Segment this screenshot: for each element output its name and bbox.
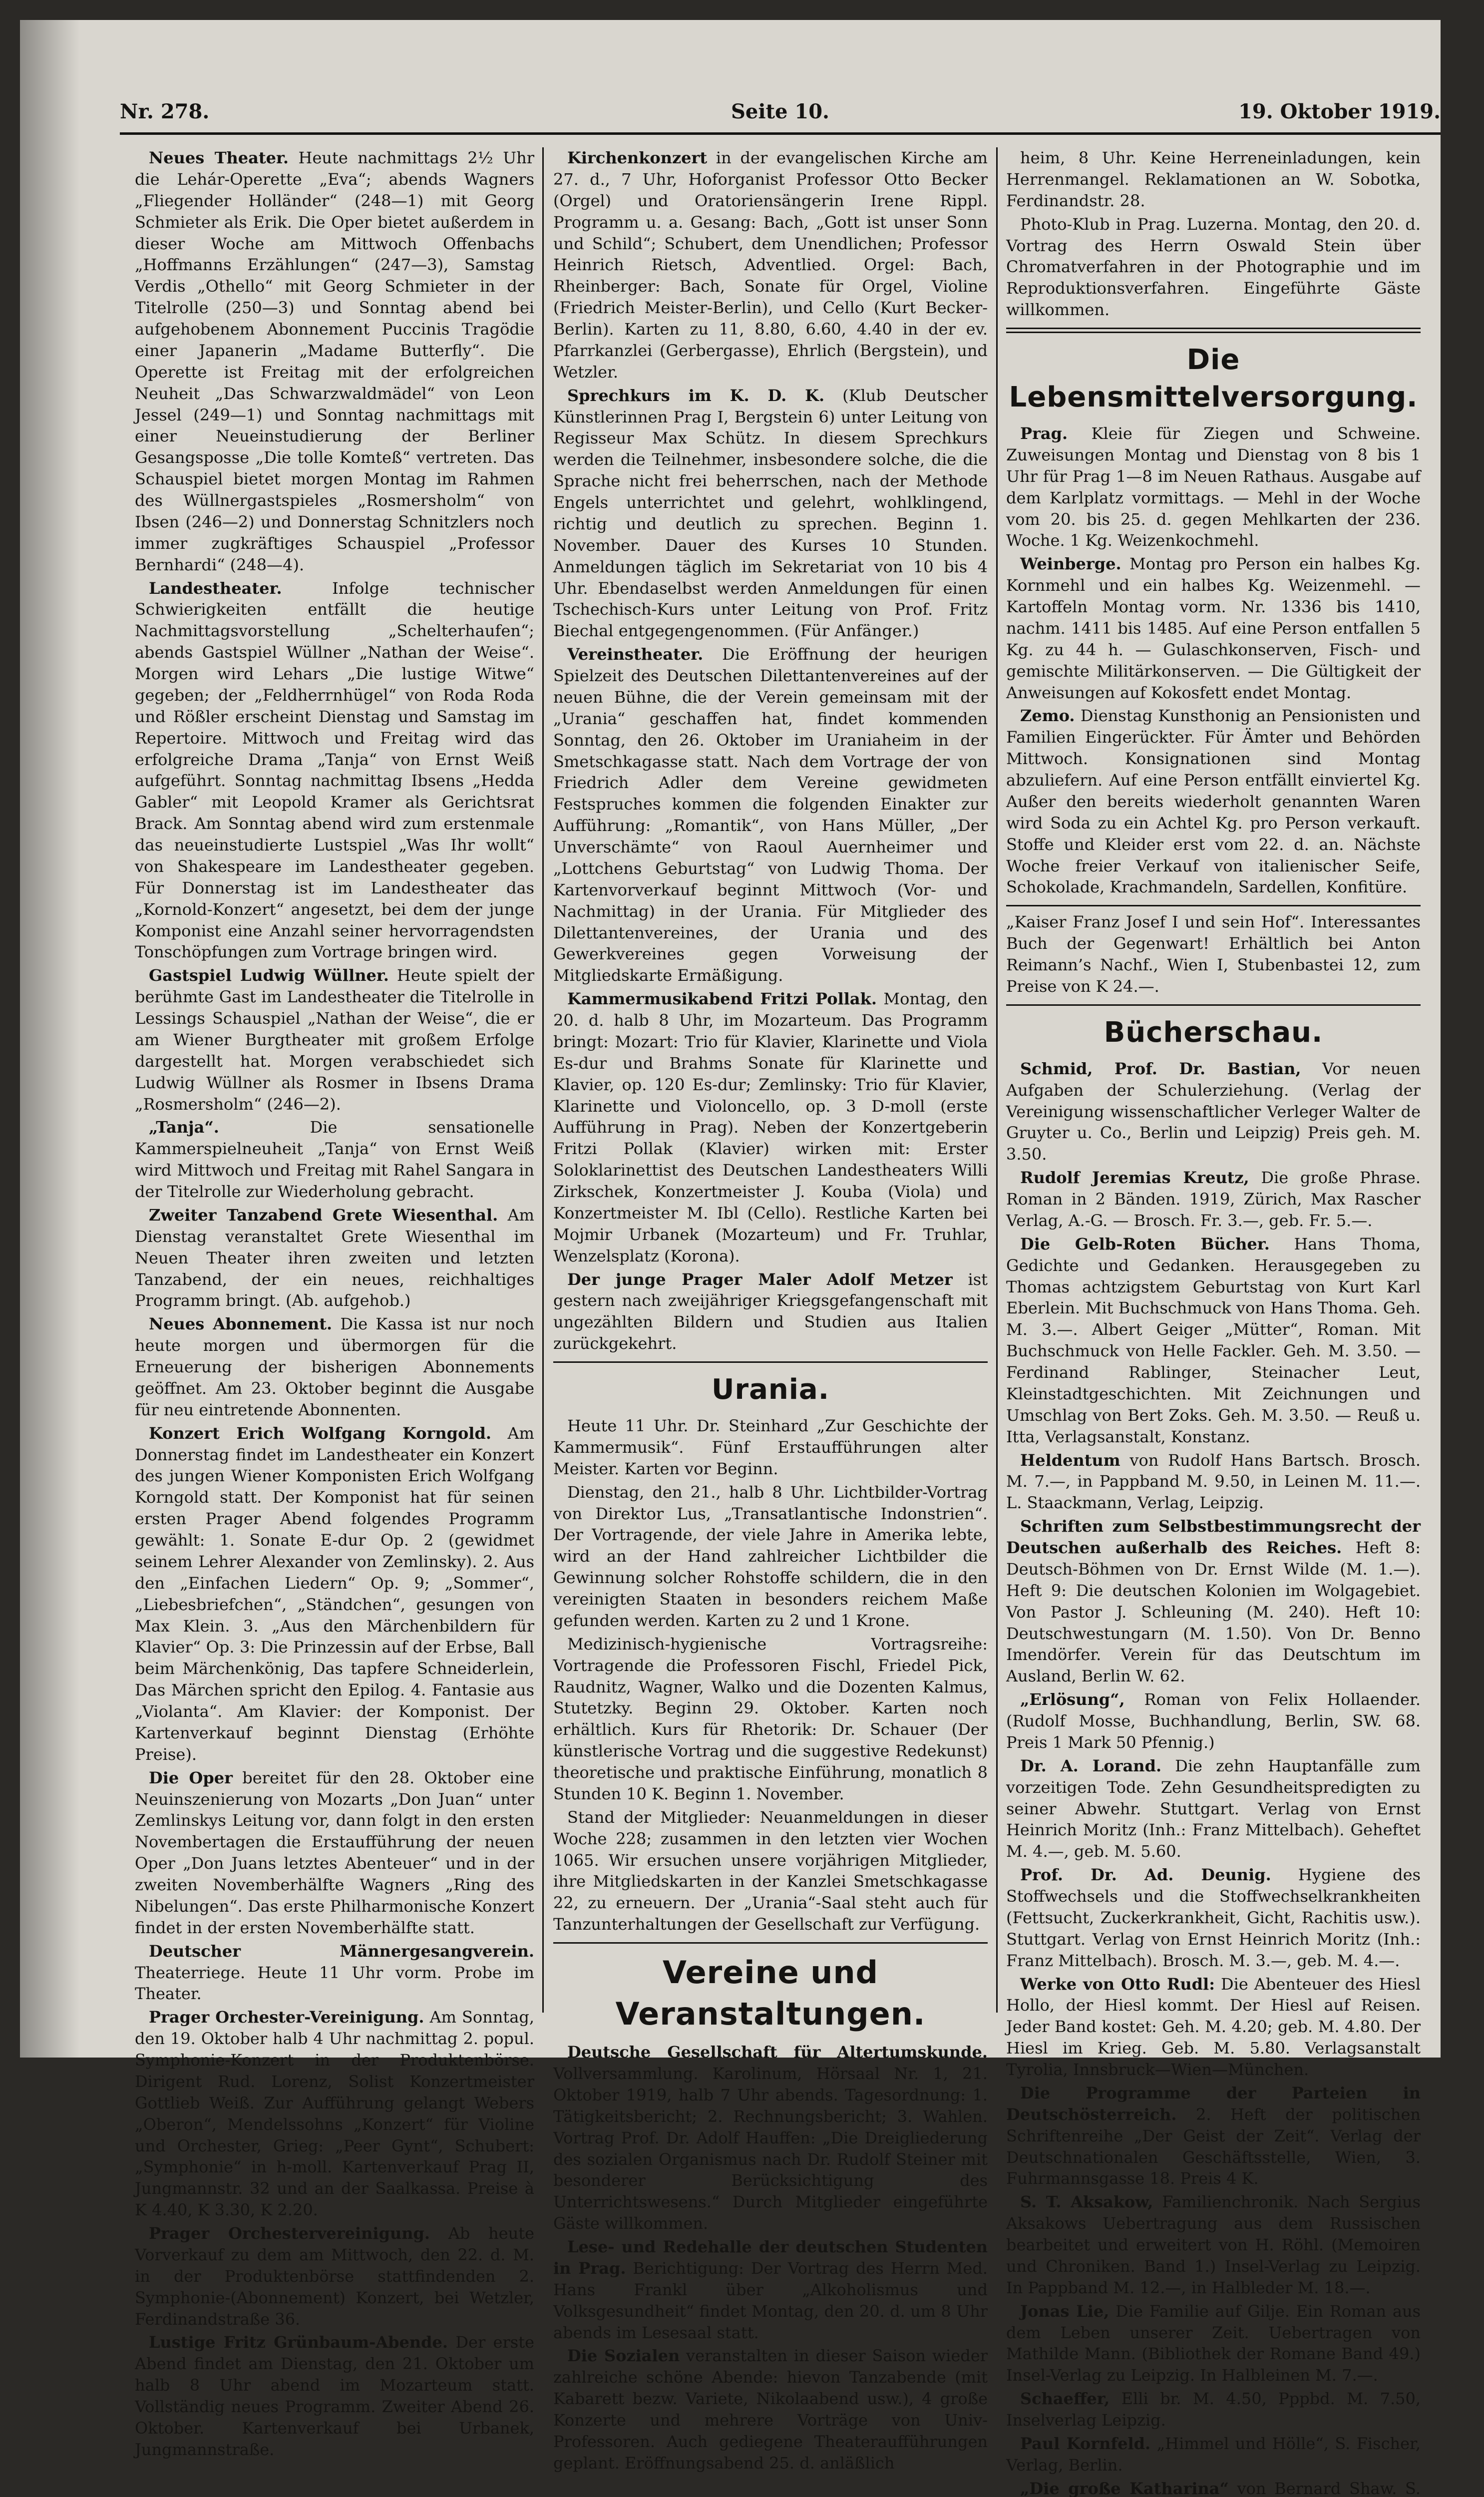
notice-text: in der evangelischen Kirche am 27. d., 7 Uhr, Hoforganist Professor Otto Becker (Orgel) und Oratoriensängerin Irene Rippl. Programm u. a. Gesang: Bach, „Gott ist unser Sonn und Schild“; Schubert, dem Unendlichen; Professor Heinrich Rietsch, Adventlied. Orgel: Bach, Rheinberger: Bach, Sonate für Orgel, Violine (Friedrich Meister-Berlin), und Cello (Kurt Becker-Berlin). Karten zu 11, 8.80, 6.60, 4.40 in der ev. Pfarrkanzlei (Gerbergasse), Ehrlich (Bergstein), und Wetzler. [553, 148, 988, 382]
vereine-heading: Vereine und Veranstaltungen. [615, 1954, 926, 2033]
notice-text: ist gestern nach zweijähriger Kriegsgefangenschaft mit ungezählten Bildern und Studien aus Italien zurückgekehrt. [553, 1269, 988, 1353]
notice-keyword: Vereinstheater. [567, 645, 704, 664]
notice-keyword: Sprechkurs im K. D. K. [567, 386, 825, 405]
notice-keyword: Kammermusikabend Fritzi Pollak. [567, 989, 877, 1009]
notice-paragraph [1006, 2478, 1421, 2497]
notice-keyword: Kirchenkonzert [567, 148, 708, 167]
notice-text: „Himmel und Hölle“, S. Fischer, Verlag, Berlin. [1006, 2434, 1421, 2475]
notice-text: bereitet für den 28. Oktober eine Neuinszenierung von Mozarts „Don Juan“ unter Zemlinskys Leitung vor, dann folgt in den ersten Novembertagen die Erstaufführung der neuen Oper „Don Juans letztes Abenteuer“ und in der zweiten Novemberhälfte Wagners „Ring des Nibelungen“. Das erste Philharmonische Konzert findet in der ersten Novemberhälfte statt. [135, 1768, 535, 1937]
notice-keyword: Zemo. [1020, 706, 1075, 726]
notice-text: Berichtigung: Der Vortrag des Herrn Med. Hans Frankl über „Alkoholismus und Volksgesundheit“ findet Montag, den 20. d. um 8 Uhr abends im Lesesaal statt. [553, 2258, 988, 2342]
notice-paragraph [1006, 1755, 1421, 1862]
notice-text: Ab heute Vorverkauf zu dem am Mittwoch, den 22. d. M. in der Produktenbörse stattfindenden 2. Symphonie-(Abonnement) Konzert, bei Wetzler, Ferdinandstraße 36. [135, 2224, 534, 2329]
header-rule [120, 132, 1441, 135]
notice-text: Heute nachmittags 2½ Uhr die Lehár-Operette „Eva“; abends Wagners „Fliegender Holländer“ (248—1) mit Georg Schmieter als Erik. Die Oper bietet außerdem in dieser Woche am Mittwoch Offenbachs „Hoffmanns Erzählungen“ (247—3), Samstag Verdis „Othello“ mit Georg Schmieter in der Titelrolle (250—3) und Sonntag abend bei aufgehobenem Abonnement Puccinis Tragödie einer Japanerin „Madame Butterfly“. Die Operette ist Freitag mit der erfolgreichen Neuheit „Das Schwarzwaldmädel“ von Leon Jessel (249—1) und Sonntag nachmittags mit einer Neueinstudierung der Berliner Gesangsposse „Die tolle Komteß“ vertreten. Das Schauspiel bietet morgen Montag im Rahmen des Wüllnergastspieles „Rosmersholm“ von Ibsen (246—2) und Donnerstag Schnitzlers noch immer zugkräftiges Schauspiel „Professor Bernhardi“ (248—4). [135, 148, 535, 574]
notice-keyword: Die Programme der Parteien in Deutschösterreich. [1006, 2083, 1421, 2124]
book-advertisement [1006, 905, 1421, 1006]
notice-text: Roman von Felix Hollaender. (Rudolf Mosse, Buchhandlung, Berlin, SW. 68. Preis 1 Mark 50 Pfennig.) [1006, 1690, 1421, 1752]
notice-paragraph [553, 2345, 988, 2474]
scan-edge-shadow [20, 20, 80, 2058]
notice-paragraph [135, 147, 534, 576]
notice-paragraph [1006, 2191, 1421, 2298]
notice-text: veranstalten in dieser Saison wieder zahlreiche schöne Abende: hievon Tanzabende (mit Kabarett bezw. Variete, Nikolaabend usw.), 4 große Konzerte und mehrere Vorträge von Univ-Professoren. Auch gediegene Theateraufführungen geplant. Eröffnungsabend 25. d. anläßlich [553, 2346, 988, 2473]
notice-keyword: Prager Orchestervereinigung. [149, 2224, 430, 2243]
notice-keyword: Schaeffer, [1020, 2389, 1110, 2409]
notice-text: Dienstag Kunsthonig an Pensionisten und Familien Eingerückter. Für Ämter und Behörden Mittwoch. Konsignationen sind Montag abzuliefern. Auf eine Person entfällt einviertel Kg. Außer den bereits wiederholt genannten Waren wird Soda zu ein Achtel Kg. pro Person verkauft. Stoffe und Kleider erst vom 22. d. an. Nächste Woche freier Verkauf von italienischer Seife, Schokolade, Krachmandeln, Sardellen, Konfitüre. [1006, 706, 1421, 897]
notice-paragraph [135, 2007, 534, 2221]
notice-text: (Klub Deutscher Künstlerinnen Prag I, Bergstein 6) unter Leitung von Regisseur Max Schütz. In diesem Sprechkurs werden die Teilnehmer, insbesondere solche, die die Sprache nicht frei beherrschen, nach der Methode Engels unterrichtet und gelehrt, wohlklingend, richtig und deutlich zu sprechen. Beginn 1. November. Dauer des Kurses 10 Stunden. Anmeldungen täglich im Sekretariat von 10 bis 4 Uhr. Ebendaselbst werden Anmeldungen für einen Tschechisch-Kurs unter Leitung von Prof. Fritz Biechal entgegengenommen. (Für Anfänger.) [553, 386, 988, 641]
scan-right-border [1441, 20, 1468, 2058]
advertisement-text: „Kaiser Franz Josef I und sein Hof“. Interessantes Buch der Gegenwart! Erhältlich bei Anton Reimann’s Nachf., Wien I, Stubenbastei 12, zum Preise von K 24.—. [1006, 912, 1421, 996]
notice-paragraph [1006, 1450, 1421, 1514]
notice-text: Die zehn Hauptanfälle zum vorzeitigen Tode. Zehn Gesundheitspredigten zu seiner Abwehr. Stuttgart. Verlag von Ernst Heinrich Moritz (Inh.: Franz Mittelbach). Geheftet M. 4.—, geb. M. 5.60. [1006, 1756, 1421, 1861]
notice-keyword: Werke von Otto Rudl: [1020, 1974, 1215, 1994]
lebensmittel-heading: Die Lebensmittelversorgung. [1009, 344, 1418, 414]
issue-date: 19. Oktober 1919. [1238, 100, 1441, 123]
notice-paragraph [135, 1941, 534, 2005]
notice-paragraph [1006, 2388, 1421, 2431]
notice-keyword: Landestheater. [149, 578, 282, 598]
notice-paragraph [553, 2236, 988, 2343]
notice-keyword: Prof. Dr. Ad. Deunig. [1020, 1865, 1271, 1885]
notice-paragraph [1006, 553, 1421, 703]
notice-keyword: Lustige Fritz Grünbaum-Abende. [149, 2333, 448, 2352]
notice-keyword: Zweiter Tanzabend Grete Wiesenthal. [149, 1205, 498, 1225]
notice-text: Die Familie auf Gilje. Ein Roman aus dem Leben unserer Zeit. Uebertragen von Mathilde Mann. (Bibliothek der Romane Band 49.) Insel-Verlag zu Leipzig. In Halbleinen M. 7.—. [1006, 2301, 1421, 2385]
notice-paragraph [553, 1269, 988, 1355]
urania-notices [553, 1415, 988, 1935]
notice-text: 2. Heft der politischen Schriftenreihe „Der Geist der Zeit“. Verlag der Deutschnationalen Geschäftsstelle, Wien, 3. Fuhrmannsgasse 18. Preis 4 K. [1006, 2104, 1421, 2188]
notice-paragraph [135, 2332, 534, 2460]
notice-paragraph [553, 644, 988, 986]
notice-text: Infolge technischer Schwierigkeiten entfällt die heutige Nachmittagsvorstellung „Schelterhaufen“; abends Gastspiel Wüllner „Nathan der Weise“. Morgen wird Lehars „Die lustige Witwe“ gegeben; der „Feldherrnhügel“ von Roda Roda und Rößler erscheint Dienstag und Samstag im Repertoire. Mittwoch und Freitag wird das erfolgreiche Drama „Tanja“ von Ernst Weiß aufgeführt. Sonntag nachmittag Ibsens „Hedda Gabler“ mit Leopold Kramer als Gerichtsrat Brack. Am Sonntag abend wird zum erstenmale das neueinstudierte Lustspiel „Was Ihr wollt“ von Shakespeare im Landestheater gegeben. Für Donnerstag ist im Landestheater das „Kornold-Konzert“ angesetzt, bei dem der junge Komponist eine Anzahl seiner hervorragendsten Tonschöpfungen zum Vortrage bringen wird. [135, 578, 534, 962]
notice-paragraph [1006, 1689, 1421, 1753]
notice-keyword: Heldentum [1020, 1450, 1120, 1470]
notice-keyword: „Die große Katharina“ [1020, 2479, 1229, 2497]
notice-text: Am Dienstag veranstaltet Grete Wiesenthal im Neuen Theater ihren zweiten und letzten Tanzabend, der ein neues, reichhaltiges Programm bringt. (Ab. aufgehob.) [135, 1205, 535, 1310]
notice-keyword: Prager Orchester-Vereinigung. [149, 2008, 424, 2027]
notice-text: Montag, den 20. d. halb 8 Uhr, im Mozarteum. Das Programm bringt: Mozart: Trio für Klavier, Klarinette und Viola Es-dur und Brahms Sonate für Klarinette und Klavier, op. 120 Es-dur; Zemlinsky: Trio für Klavier, Klarinette und Violoncello, op. 3 D-moll (erste Aufführung in Prag). Neben der Konzertgeberin Fritzi Pollak (Klavier) wirken mit: Erster Soloklarinettist des Deutschen Landestheaters Willi Zirkschek, Konzertmeister J. Kouba (Viola) und Konzertmeister M. Ibl (Cello). Restliche Karten bei Mojmir Urbanek (Mozarteum) und Fr. Truhlar, Wenzelsplatz (Korona). [553, 989, 988, 1265]
notice-paragraph [1006, 1234, 1421, 1448]
notice-keyword: S. T. Aksakow, [1020, 2192, 1153, 2212]
notice-keyword: Paul Kornfeld. [1020, 2434, 1151, 2453]
column-theatre [135, 147, 535, 2459]
urania-heading: Urania. [711, 1373, 829, 1406]
notice-keyword: Schriften zum Selbstbestimmungsrecht der Deutschen außerhalb des Reiches. [1006, 1517, 1421, 1558]
notice-text: Heft 8: Deutsch-Böhmen von Dr. Ernst Wilde (M. 1.—). Heft 9: Die deutschen Kolonien im Wolgagebiet. Von Pastor J. Schleuning (M. 240). Heft 10: Deutschwestungarn (M. 1.50). Von Dr. Benno Imendörfer. Verein für das Deutschtum im Ausland, Berlin W. 62. [1006, 1538, 1421, 1686]
column-rule-2 [996, 147, 998, 2013]
notice-paragraph [1006, 1974, 1421, 2081]
notice-keyword: Deutsche Gesellschaft für Altertumskunde. [567, 2043, 988, 2062]
notice-paragraph [135, 1423, 534, 1765]
notice-paragraph: Dienstag, den 21., halb 8 Uhr. Lichtbilder-Vortrag von Direktor Lus, „Transatlantische Indonstrien“. Der Vortragende, der viele Jahre in Amerika lebte, wird an der Hand zahlreicher Lichtbilder die Gewinnung solcher Rohstoffe schildern, die in den vereinigten Staaten in besonders reichem Maße gefunden werden. Karten zu 2 und 1 Krone. [553, 1482, 988, 1630]
notice-keyword: Weinberge. [1020, 554, 1121, 574]
notice-text: Montag pro Person ein halbes Kg. Kornmehl und ein halbes Kg. Weizenmehl. — Kartoffeln Montag vorm. Nr. 1336 bis 1410, nachm. 1411 bis 1485. Auf eine Person entfallen 5 Kg. zu 44 h. — Gulaschkonserven, Fisch- und gemischte Militärkonserven. — Die Gültigkeit der Anweisungen auf Kokosfett endet Montag. [1006, 554, 1421, 702]
issue-number: Nr. 278. [120, 100, 210, 123]
notice-paragraph [1006, 2301, 1421, 2387]
notice-paragraph [135, 2223, 534, 2330]
section-rule [553, 1361, 988, 1363]
notice-keyword: Konzert Erich Wolfgang Korngold. [149, 1423, 491, 1443]
notice-keyword: Die Sozialen [567, 2346, 680, 2366]
column-rule-1 [542, 147, 544, 2013]
notice-paragraph [1006, 2433, 1421, 2476]
notice-text: Hygiene des Stoffwechsels und die Stoffwechselkrankheiten (Fettsucht, Zuckerkrankheit, Gicht, Rachitis usw.). Stuttgart. Verlag von Ernst Heinrich Moritz (Inh.: Franz Mittelbach). Brosch. M. 3.—, geb. M. 4.—. [1006, 1865, 1421, 1970]
notice-text: Hans Thoma, Gedichte und Gedanken. Herausgegeben zu Thomas achtzigstem Geburtstag von Kurt Karl Eberlein. Mit Buchschmuck von Hans Thoma. Geh. M. 3.—. Albert Geiger „Mütter“, Roman. Mit Buchschmuck von Helle Fackler. Geh. M. 3.50. — Ferdinand Rablinger, Steinacher Leut, Kleinstadtgeschichten. Mit Zeichnungen und Umschlag von Bert Zoks. Geh. M. 3.50. — Reuß u. Itta, Verlagsanstalt, Konstanz. [1006, 1234, 1421, 1446]
notice-paragraph: Medizinisch-hygienische Vortragsreihe: Vortragende die Professoren Fischl, Friedel Pick, Raudnitz, Wagner, Walko und die Dozenten Kalmus, Stutetzky. Beginn 29. Oktober. Karten noch erhältlich. Kurs für Rhetorik: Dr. Schauer (Der künstlerische Vortrag und die suggestive Redekunst) theoretische und praktische Einführung, monatlich 8 Stunden 10 K. Beginn 1. November. [553, 1634, 988, 1803]
notice-keyword: Neues Abonnement. [149, 1314, 333, 1334]
notice-keyword: Prag. [1020, 424, 1068, 443]
notice-paragraph [135, 965, 534, 1115]
club-notices [1006, 147, 1421, 321]
column-supply-books [1006, 147, 1421, 2497]
notice-keyword: Die Gelb-Roten Bücher. [1020, 1234, 1270, 1253]
notice-paragraph [135, 1117, 534, 1203]
notice-paragraph: Heute 11 Uhr. Dr. Steinhard „Zur Geschichte der Kammermusik“. Fünf Erstaufführungen alter Meister. Karten vor Beginn. [553, 1416, 988, 1478]
notice-keyword: „Tanja“. [149, 1118, 219, 1137]
vereine-notices [553, 2042, 988, 2474]
notice-paragraph [135, 578, 534, 963]
notice-paragraph [553, 385, 988, 642]
notice-paragraph [1006, 1058, 1421, 1165]
notice-text: Die Eröffnung der heurigen Spielzeit des Deutschen Dilettantenvereines auf der neuen Bühne, die der Verein gemeinsam mit der „Urania“ geschaffen hat, findet kommenden Sonntag, den 26. Oktober im Uraniaheim in der Smetschkagasse statt. Nach dem Vortrage der von Friedrich Adler dem Vereine gewidmeten Festspruches kommen die folgenden Einakter zur Aufführung: „Romantik“, von Hans Müller, „Der Unverschämte“ von Raoul Auernheimer und „Lottchens Geburtstag“ von Ludwig Thoma. Der Kartenvorverkauf beginnt Mittwoch (Vor- und Nachmittag) in der Urania. Für Mitglieder des Dilettantenvereines, der Urania und des Gewerkvereines gegen Vorweisung der Mitgliedskarte Ermäßigung. [553, 645, 988, 985]
notice-paragraph [1006, 2082, 1421, 2189]
page-header [120, 95, 1441, 130]
notice-keyword: Jonas Lie, [1020, 2301, 1110, 2321]
notice-text: Vollversammlung. Karolinum, Hörsaal Nr. 1, 21. Oktober 1919, halb 7 Uhr abends. Tagesordnung: 1. Tätigkeitsbericht; 2. Rechnungsbericht; 3. Wahlen. Vortrag Prof. Dr. Adolf Hauffen: „Die Dreigliederung des sozialen Organismus nach Dr. Rudolf Steiner mit besonderer Berücksichtigung des Unterrichtswesens.“ Durch Mitglieder eingeführte Gäste willkommen. [553, 2064, 988, 2233]
notice-paragraph [553, 988, 988, 1266]
notice-paragraph [135, 1205, 534, 1311]
notice-paragraph [1006, 423, 1421, 551]
notice-keyword: Deutscher Männergesangverein. [149, 1941, 534, 1961]
notice-keyword: Die Oper [149, 1768, 233, 1787]
notice-text: von Bernard Shaw. S. [1237, 2479, 1421, 2497]
book-review-list [1006, 1058, 1421, 2497]
section-rule [1006, 328, 1421, 333]
page-number: Seite 10. [731, 100, 829, 123]
notice-text: von Rudolf Hans Bartsch. Brosch. M. 7.—, in Pappband M. 9.50, in Leinen M. 11.—. L. Staackmann, Verlag, Leipzig. [1006, 1450, 1421, 1513]
notice-text: Die sensationelle Kammerspielneuheit „Tanja“ von Ernst Weiß wird Mittwoch und Freitag mit Rahel Sangara in der Titelrolle zur Wiederholung gebracht. [135, 1118, 534, 1201]
notice-paragraph [1006, 1516, 1421, 1687]
notice-text: Heute spielt der berühmte Gast im Landestheater die Titelrolle in Lessings Schauspiel „Nathan der Weise“, die er am Wiener Burgtheater mit großem Erfolge dargestellt hat. Morgen verabschiedet sich Ludwig Wüllner als Rosmer in Ibsens Drama „Rosmersholm“ (246—2). [135, 966, 535, 1114]
notice-paragraph [1006, 705, 1421, 898]
notice-text: Theaterriege. Heute 11 Uhr vorm. Probe im Theater. [135, 1963, 534, 2004]
newspaper-page [20, 20, 1468, 2497]
food-supply-notices [1006, 423, 1421, 898]
notice-text: Die Kassa ist nur noch heute morgen und übermorgen für die Erneuerung der bisherigen Abonnements geöffnet. Am 23. Oktober beginnt die Ausgabe für neu eintretende Abonnenten. [135, 1314, 535, 1419]
notice-paragraph [553, 147, 988, 383]
notice-text: Elli br. M. 4.50, Pppbd. M. 7.50, Inselverlag Leipzig. [1006, 2389, 1421, 2430]
notice-text: Am Donnerstag findet im Landestheater ein Konzert des jungen Wiener Komponisten Erich Wolfgang Korngold statt. Der Komponist hat für seinen ersten Prager Abend folgendes Programm gewählt: 1. Sonate E-dur Op. 2 (gewidmet seinem Lehrer Alexander von Zemlinsky). 2. Aus den „Einfachen Liedern“ Op. 9; „Sommer“, „Liebesbriefchen“, „Ständchen“, gesungen von Max Klein. 3. „Aus den Märchenbildern für Klavier“ Op. 3: Die Prinzessin auf der Erbse, Ball beim Märchenkönig, Das tapfere Schneiderlein, Das Märchen spricht den Epilog. 4. Fantasie aus „Violanta“. Am Klavier: der Komponist. Der Kartenverkauf beginnt Dienstag (Erhöhte Preise). [135, 1423, 535, 1764]
notice-text: Vor neuen Aufgaben der Schulerziehung. (Verlag der Vereinigung wissenschaftlicher Verleger Walter de Gruyter u. Co., Berlin und Leipzig) Preis geh. M. 3.50. [1006, 1059, 1421, 1164]
notice-keyword: Der junge Prager Maler Adolf Metzer [567, 1269, 953, 1289]
notice-paragraph: heim, 8 Uhr. Keine Herreneinladungen, kein Herrenmangel. Reklamationen an W. Sobotka, Ferdinandstr. 28. [1006, 148, 1421, 210]
notice-keyword: Lese- und Redehalle der deutschen Studenten in Prag. [553, 2237, 988, 2278]
notice-paragraph [135, 1313, 534, 1420]
notice-text: Familienchronik. Nach Sergius Aksakows Uebertragung aus dem Russischen bearbeitet und erweitert von H. Röhl. (Memoiren und Chroniken. Band 1.) Insel-Verlag zu Leipzig. In Pappband M. 12.—, in Halbleder M. 18.—. [1006, 2192, 1421, 2297]
notice-keyword: Neues Theater. [149, 148, 289, 167]
notice-text: Die Abenteuer des Hiesl Hollo, der Hiesl kommt. Der Hiesl auf Reisen. Jeder Band kostet: Geh. M. 4.20; geb. M. 4.80. Der Hiesl im Krieg. Geb. M. 5.80. Verlagsanstalt Tyrolia, Innsbruck—Wien—München. [1006, 1974, 1421, 2080]
notice-text: Der erste Abend findet am Dienstag, den 21. Oktober um halb 8 Uhr abend im Mozarteum statt. Vollständig neues Programm. Zweiter Abend 26. Oktober. Kartenverkauf bei Urbanek, Jungmannstraße. [135, 2333, 535, 2459]
buecher-heading: Bücherschau. [1104, 1016, 1323, 1049]
notice-paragraph: Photo-Klub in Prag. Luzerna. Montag, den 20. d. Vortrag des Herrn Oswald Stein über Chromatverfahren in der Photographie und im Reproduktionsverfahren. Eingeführte Gäste willkommen. [1006, 214, 1421, 320]
notice-paragraph [553, 2042, 988, 2234]
notice-paragraph: Stand der Mitglieder: Neuanmeldungen in dieser Woche 228; zusammen in den letzten vier Wochen 1065. Wir ersuchen unsere vorjährigen Mitglieder, ihre Mitgliedskarten in der Kanzlei Smetschkagasse 22, zu erneuern. Der „Urania“-Saal steht auch für Tanzunterhaltungen der Gesellschaft zur Verfügung. [553, 1807, 988, 1934]
theatre-notices [135, 147, 534, 2461]
notice-keyword: Rudolf Jeremias Kreutz, [1020, 1168, 1249, 1188]
column-concerts [553, 147, 988, 2473]
notice-keyword: Dr. A. Lorand. [1020, 1756, 1162, 1775]
notice-text: Am Sonntag, den 19. Oktober halb 4 Uhr nachmittag 2. popul. Symphonie-Konzert in der Produktenbörse. Dirigent Rud. Lorenz, Solist Konzertmeister Gottlieb Weiß. Zur Aufführung gelangt Webers „Oberon“, Mendelssohns „Konzert“ für Violine und Orchester, Grieg: „Peer Gynt“, Schubert: „Symphonie“ in h-moll. Kartenverkauf Prag II, Jungmannstr. 32 und an der Saalkassa. Preise à K 4.40, K 3.30, K 2.20. [135, 2008, 534, 2220]
notice-keyword: Schmid, Prof. Dr. Bastian, [1020, 1059, 1301, 1078]
notice-text: Die große Phrase. Roman in 2 Bänden. 1919, Zürich, Max Rascher Verlag, A.-G. — Brosch. Fr. 3.—, geb. Fr. 5.—. [1006, 1168, 1421, 1230]
notice-paragraph [1006, 1864, 1421, 1971]
notice-text: Kleie für Ziegen und Schweine. Zuweisungen Montag und Dienstag von 8 bis 1 Uhr für Prag 1—8 im Neuen Rathaus. Ausgabe auf dem Karlplatz vormittags. — Mehl in der Woche vom 20. bis 25. d. gegen Mehlkarten der 236. Woche. 1 Kg. Weizenkochmehl. [1006, 424, 1421, 550]
notice-paragraph [1006, 1167, 1421, 1232]
notice-keyword: „Erlösung“, [1020, 1690, 1125, 1709]
concert-notices [553, 147, 988, 1354]
section-rule [553, 1942, 988, 1944]
notice-keyword: Gastspiel Ludwig Wüllner. [149, 966, 389, 985]
notice-paragraph [135, 1767, 534, 1939]
